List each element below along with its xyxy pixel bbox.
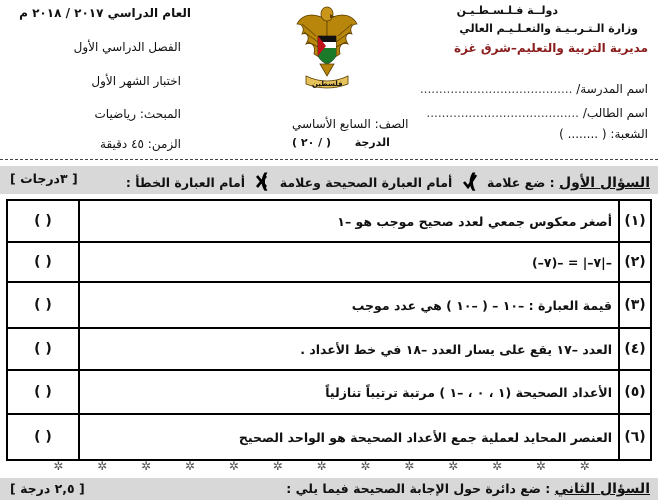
answer-box[interactable] [7,328,79,370]
q1-table [6,199,652,461]
q2-header-band [0,478,658,500]
answer-parens: ( ) [34,213,52,229]
q1-title: السؤال الأول [559,175,650,191]
q2-marks: [ ٢,٥ درجة ] [10,481,85,496]
q2-title: السؤال الثاني [554,481,650,497]
answer-parens: ( ) [34,341,52,357]
x-icon [249,171,275,196]
answer-box[interactable] [7,414,79,460]
q1-instruction-b: أمام العبارة الصحيحة وعلامة [279,175,453,190]
section-field: الشعبة: ( ........ ) [559,127,648,141]
section-divider: ✲ ✲ ✲ ✲ ✲ ✲ ✲ ✲ ✲ ✲ ✲ ✲ ✲ [53,459,605,473]
q1-instruction [126,171,650,196]
directorate-name: مديرية التربية والتعليم–شرق غزة [453,41,648,55]
q1-marks: [ ٣درجات ] [10,171,78,186]
q2-instruction-text: : ضع دائرة حول الإجابة الصحيحة فيما يلي : [286,481,551,496]
row-number: (٣) [619,282,651,328]
svg-text:): ) [260,171,270,193]
academic-year: العام الدراسي ٢٠١٧ / ٢٠١٨ م [19,6,191,20]
score-label: الدرجة [354,136,390,149]
answer-parens: ( ) [34,297,52,313]
row-number: (٤) [619,328,651,370]
time-label: الزمن: ٤٥ دقيقة [100,137,181,151]
row-statement: أصغر معكوس جمعي لعدد صحيح موجب هو –١ [79,200,619,242]
grade-label: الصف: السابع الأساسي [292,117,409,131]
eagle-emblem-icon [294,2,360,94]
row-statement: –|٧–| = –(٧–) [79,242,619,282]
ministry-name: وزارة الـتـربـيـة والتعـلـيـم العالي [459,22,638,35]
student-name-field [426,106,648,120]
table-row [7,414,651,460]
row-statement: العنصر المحايد لعملية جمع الأعداد الصحيحة هو الواحد الصحيح [79,414,619,460]
row-number: (١) [619,200,651,242]
row-number: (٢) [619,242,651,282]
answer-parens: ( ) [34,384,52,400]
country-name: دولــة فـلـسـطـيـن [456,4,558,17]
answer-box[interactable] [7,370,79,414]
student-dots: ........................................ [426,106,579,120]
subject-label: المبحث: رياضيات [94,107,181,121]
row-number: (٦) [619,414,651,460]
table-row [7,328,651,370]
student-label: اسم الطالب/ [582,106,648,120]
emblem-caption: فلسطين [312,80,343,88]
school-name-field [420,82,648,96]
table-row [7,200,651,242]
row-number: (٥) [619,370,651,414]
q1-instruction-a: : ضع علامة [486,175,555,190]
check-icon [457,171,483,196]
answer-box[interactable] [7,282,79,328]
term-label: الفصل الدراسي الأول [73,40,181,54]
answer-parens: ( ) [34,254,52,270]
school-dots: ........................................ [419,82,573,96]
row-statement: الأعداد الصحيحة (١ ، ٠ ، –١ ) مرتبة ترتيباً تنازلياً [79,370,619,414]
q1-instruction-c: أمام العبارة الخطأ : [125,175,246,190]
school-label: اسم المدرسة/ [576,82,648,96]
top-separator [0,159,658,160]
row-statement: العدد –١٧ يقع على يسار العدد –١٨ في خط الأعداد . [79,328,619,370]
answer-box[interactable] [7,200,79,242]
exam-label: اختبار الشهر الأول [91,74,181,88]
table-row [7,370,651,414]
q1-header-band [0,166,658,194]
score-box [292,136,390,149]
q2-instruction [286,481,650,497]
answer-box[interactable] [7,242,79,282]
row-statement: قيمة العبارة : –١٠ – ( –١٠ ) هي عدد موجب [79,282,619,328]
svg-text:): ) [467,171,477,193]
answer-parens: ( ) [34,429,52,445]
table-row [7,282,651,328]
score-value: ( / ٢٠ ) [292,136,332,149]
table-row [7,242,651,282]
